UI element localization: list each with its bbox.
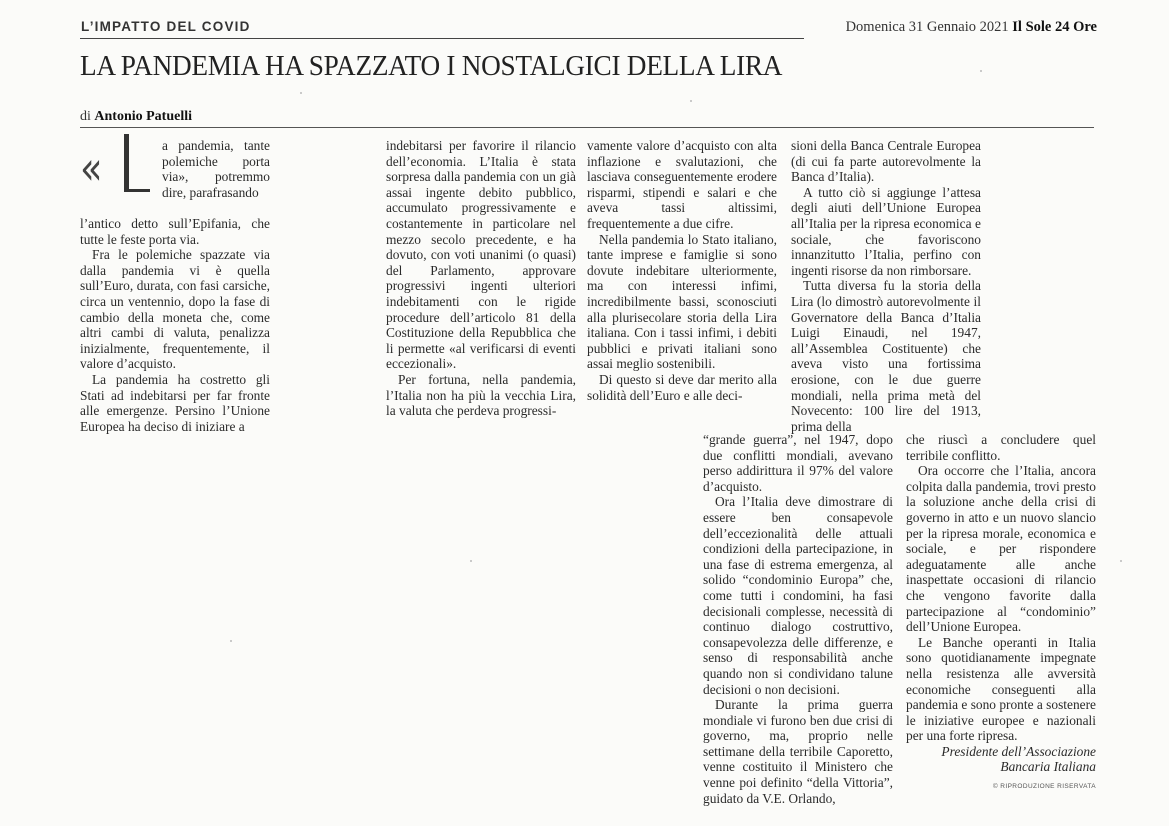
article-paragraph: Durante la prima guerra mondiale vi furono ben due crisi di governo, ma, proprio nelle settimane della terribile Caporetto, venne costituito il Ministero che venne poi definito “della Vittoria”, guidato da V.E. Orlando, — [703, 697, 893, 806]
scan-speck — [470, 560, 472, 562]
byline-prefix: di — [80, 109, 91, 124]
byline — [80, 109, 192, 125]
byline-rule — [80, 127, 1094, 128]
article-paragraph: indebitarsi per favorire il rilancio dell’economia. L’Italia è stata sorpresa dalla pandemia con un già assai ingente debito pubblico, accumulato progressivamente e costantemente in particolare nel mezzo secolo precedente, e ha dovuto, con voti unanimi (o quasi) del Parlamento, approvare progressivi ingenti ulteriori indebitamenti con le rigide procedure dell’articolo 81 della Costituzione della Repubblica che li permette «al verificarsi di eventi eccezionali». — [386, 138, 576, 372]
article-paragraph: La pandemia ha costretto gli Stati ad indebitarsi per far fronte alle emergenze. Persino l’Unione Europea ha deciso di iniziare a — [80, 371, 270, 434]
dateline — [846, 19, 1097, 36]
scan-speck — [980, 70, 982, 72]
article-paragraph: che riuscì a concludere quel terribile conflitto. — [906, 432, 1096, 463]
byline-author: Antonio Patuelli — [94, 109, 193, 124]
article-paragraph: A tutto ciò si aggiunge l’attesa degli aiuti dell’Unione Europea all’Italia per la ripresa economica e sociale, che favoriscono innanzitutto l’Italia, perfino con ingenti risorse da non rimborsare. — [791, 184, 981, 278]
article-paragraph: Ora occorre che l’Italia, ancora colpita dalla pandemia, trovi presto la soluzione anche della crisi di governo in atto e un nuovo slancio per la ripresa morale, economica e sociale, e per rispondere adeguatamente alle anche inaspettate occasioni di rilancio che vengono favorite dalla partecipazione al “condominio” dell’Unione Europea. — [906, 463, 1096, 635]
article-column-1 — [80, 138, 270, 434]
dropcap-block — [80, 138, 270, 216]
article-paragraph: “grande guerra”, nel 1947, dopo due conflitti mondiali, avevano perso addirittura il 97% del valore d’acquisto. — [703, 432, 893, 494]
publication-name: Il Sole 24 Ore — [1012, 19, 1097, 35]
scan-speck — [690, 100, 692, 102]
dropcap-quote-mark: « — [80, 141, 103, 195]
author-signature: Presidente dell’Associazione Bancaria Italiana — [941, 743, 1096, 775]
section-label: L’IMPATTO DEL COVID — [81, 19, 251, 34]
article-column-5 — [703, 432, 893, 806]
article-column-4 — [791, 138, 981, 434]
article-column-2 — [386, 138, 576, 419]
dateline-date: Domenica 31 Gennaio 2021 — [845, 19, 1009, 35]
article-paragraph: Tutta diversa fu la storia della Lira (lo dimostrò autorevolmente il Governatore della Banca d’Italia Luigi Einaudi, nel 1947, all’Assemblea Costituente) che aveva visto una fortissima erosione, con le due guerre mondiali, nella prima metà del Novecento: 100 lire del 1913, prima della — [791, 278, 981, 434]
article-column-3 — [587, 138, 777, 403]
article-paragraph: Ora l’Italia deve dimostrare di essere ben consapevole dell’eccezionalità delle attuali condizioni della partecipazione, in una fase di estrema emergenza, al solido “condominio Europa” che, come tutti i condomini, ha fasi decisionali complesse, necessità di continuo dialogo costruttivo, consapevolezza delle differenze, e senso di responsabilità anche quando non si condividano talune decisioni o non decisioni. — [703, 494, 893, 697]
article-paragraph: Nella pandemia lo Stato italiano, tante imprese e famiglie si sono dovute indebitare ulteriormente, ma con interessi infimi, incredibilmente bassi, sconosciuti alla plurisecolare storia della Lira italiana. Con i tassi infimi, i debiti pubblici e privati italiani sono assai meglio sostenibili. — [587, 231, 777, 372]
dropcap-intro-text: a pandemia, tante polemiche porta via», potremmo dire, parafrasando — [162, 138, 270, 200]
dropcap-letter-l — [124, 134, 150, 192]
scan-speck — [300, 92, 302, 94]
headline: LA PANDEMIA HA SPAZZATO I NOSTALGICI DELLA LIRA — [80, 50, 783, 82]
scan-speck — [1120, 560, 1122, 562]
article-paragraph: Le Banche operanti in Italia sono quotidianamente impegnate nella resistenza alle avversità economiche conseguenti alla pandemia e sono pronte a sostenere le iniziative europee e nazionali per una forte ripresa. — [906, 634, 1097, 744]
article-paragraph: vamente valore d’acquisto con alta inflazione e svalutazioni, che lasciava conseguentemente erodere risparmi, stipendi e salari e che aveva tassi altissimi, frequentemente a due cifre. — [587, 138, 777, 231]
scan-speck — [230, 640, 232, 642]
article-paragraph: Fra le polemiche spazzate via dalla pandemia vi è quella sull’Euro, durata, con fasi carsiche, circa un ventennio, dopo la fase di cambio della moneta che, come altri cambi di valuta, penalizza inizialmente, frequentemente, il valore d’acquisto. — [80, 247, 270, 372]
article-paragraph: sioni della Banca Centrale Europea (di cui fa parte autorevolmente la Banca d’Italia). — [791, 138, 981, 185]
article-column-6 — [906, 432, 1096, 795]
header-rule — [80, 38, 804, 39]
article-paragraph: Di questo si deve dar merito alla solidità dell’Euro e alle deci- — [587, 371, 777, 403]
copyright-notice: © RIPRODUZIONE RISERVATA — [992, 783, 1096, 791]
article-paragraph: Per fortuna, nella pandemia, l’Italia non ha più la vecchia Lira, la valuta che perdeva progressi- — [386, 371, 576, 419]
article-paragraph: l’antico detto sull’Epifania, che tutte le feste porta via. — [80, 216, 270, 247]
